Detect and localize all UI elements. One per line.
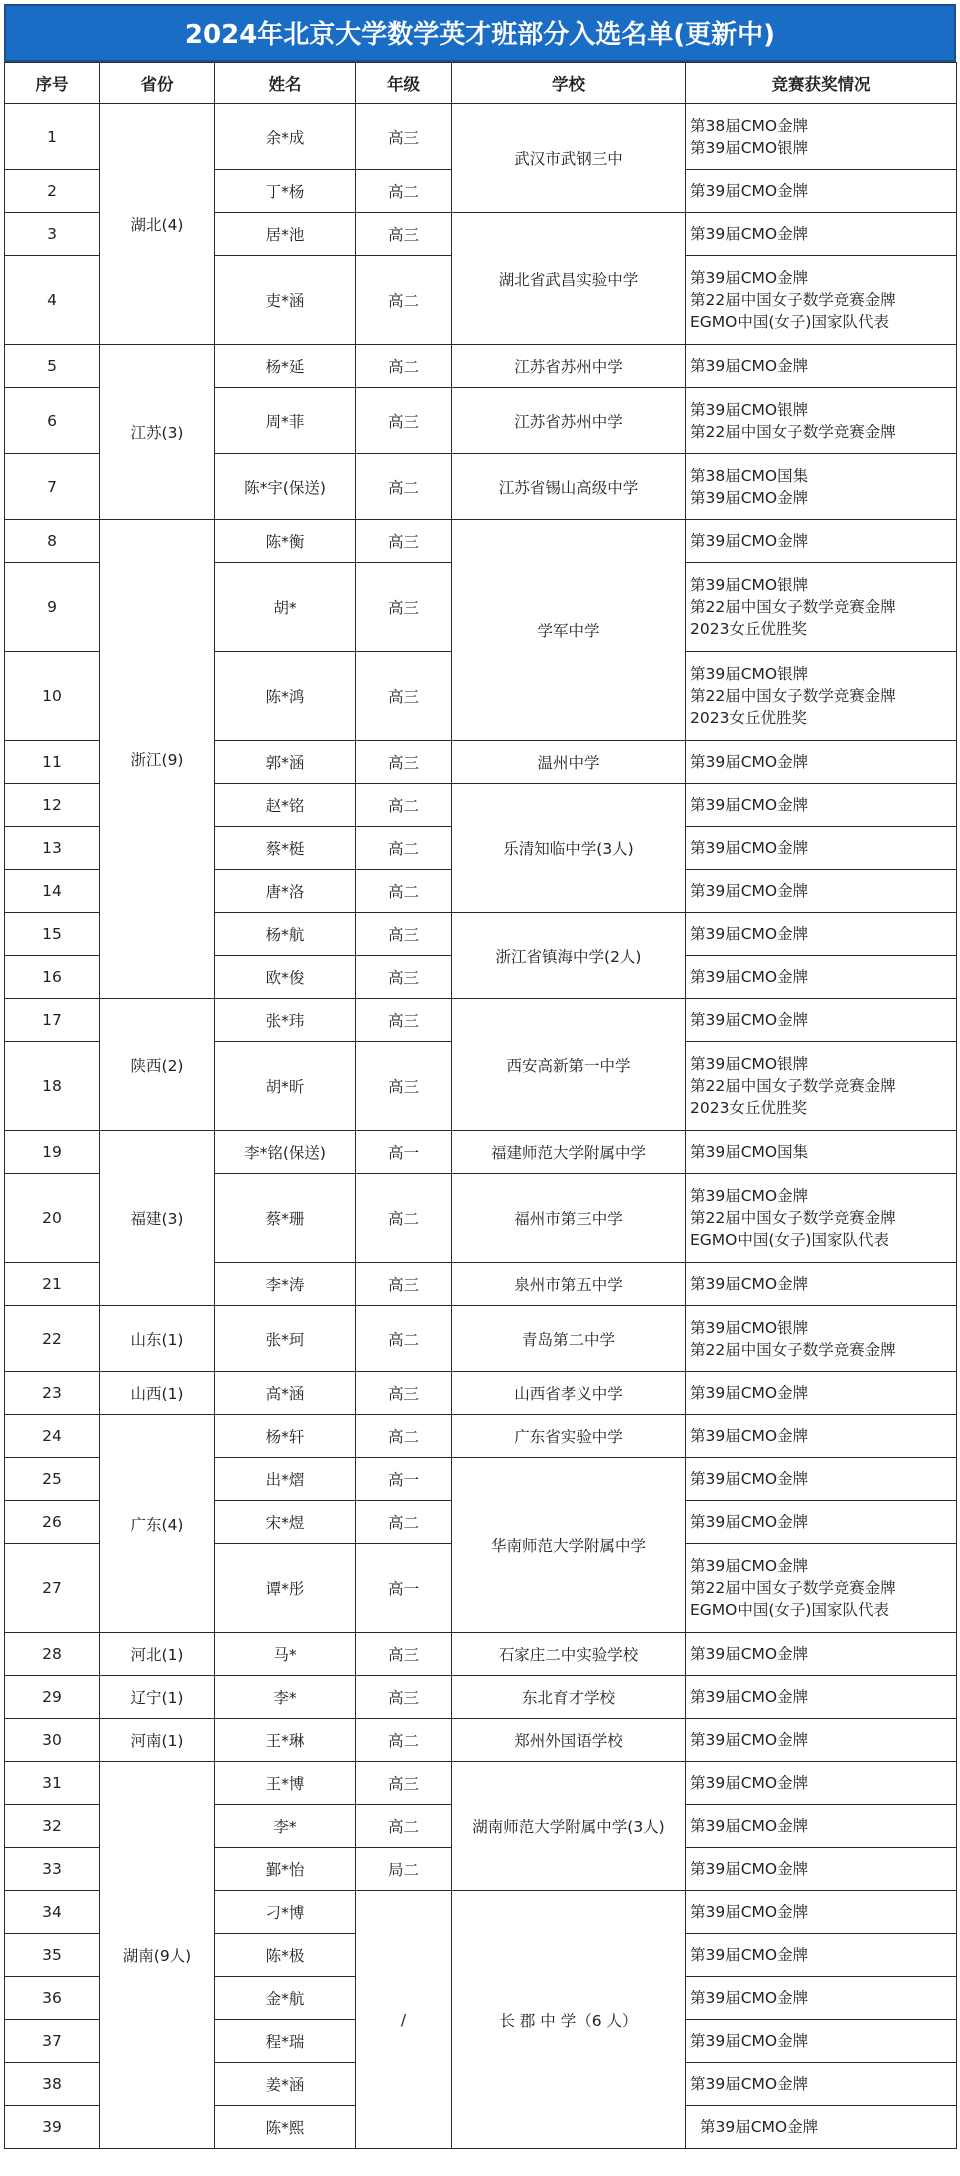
awards-cell: [686, 827, 957, 870]
province-cell: 辽宁(1): [100, 1676, 215, 1719]
list-document: [4, 4, 956, 2172]
grade-cell: 高三: [356, 1633, 452, 1676]
award-line: 第39届CMO金牌: [690, 1384, 809, 1402]
row-number: 3: [5, 213, 100, 256]
student-name: 陈*宇(保送): [215, 454, 356, 520]
student-name: 丁*杨: [215, 170, 356, 213]
awards-cell: [686, 1633, 957, 1676]
award-line: 第39届CMO金牌: [690, 269, 809, 287]
student-name: 金*航: [215, 1977, 356, 2020]
province-cell: 湖南(9人): [100, 1762, 215, 2149]
award-line: 第39届CMO银牌: [690, 138, 809, 157]
row-number: 32: [5, 1805, 100, 1848]
row-number: 31: [5, 1762, 100, 1805]
grade-cell: 高二: [356, 1501, 452, 1544]
row-number: 16: [5, 956, 100, 999]
province-cell: 广东(4): [100, 1415, 215, 1633]
award-line: 第39届CMO金牌: [690, 968, 809, 986]
school-cell: 江苏省苏州中学: [452, 345, 686, 388]
awards-cell: [686, 1306, 957, 1372]
award-line: 第39届CMO金牌: [690, 1557, 809, 1575]
row-number: 22: [5, 1306, 100, 1372]
awards-cell: [686, 2106, 957, 2149]
table-row: [5, 1306, 957, 1372]
award-line: 第39届CMO金牌: [690, 796, 809, 814]
awards-cell: [686, 563, 957, 652]
award-line: 第39届CMO金牌: [690, 2075, 809, 2093]
student-name: 鄞*怡: [215, 1848, 356, 1891]
student-name: 张*珂: [215, 1306, 356, 1372]
award-line: 第39届CMO金牌: [690, 182, 809, 200]
school-cell: 西安高新第一中学: [452, 999, 686, 1131]
table-row: [5, 1415, 957, 1458]
grade-cell: 高二: [356, 170, 452, 213]
awards-cell: [686, 345, 957, 388]
student-name: 出*熠: [215, 1458, 356, 1501]
school-cell: 湖北省武昌实验中学: [452, 213, 686, 345]
student-name: 李*: [215, 1805, 356, 1848]
row-number: 8: [5, 520, 100, 563]
awards-cell: [686, 870, 957, 913]
school-cell: 泉州市第五中学: [452, 1263, 686, 1306]
award-line: 第39届CMO银牌: [690, 576, 809, 594]
award-line: 第22届中国女子数学竞赛金牌: [690, 291, 896, 309]
grade-cell: 高三: [356, 956, 452, 999]
row-number: 13: [5, 827, 100, 870]
school-cell: 武汉市武钢三中: [452, 104, 686, 213]
award-line: 第39届CMO国集: [690, 1143, 809, 1161]
award-line: 第39届CMO金牌: [690, 1275, 809, 1293]
table-row: [5, 345, 957, 388]
awards-cell: [686, 1891, 957, 1934]
school-cell: 福州市第三中学: [452, 1174, 686, 1263]
student-name: 郭*涵: [215, 741, 356, 784]
school-cell: 浙江省镇海中学(2人): [452, 913, 686, 999]
grade-cell: 高三: [356, 213, 452, 256]
row-number: 17: [5, 999, 100, 1042]
award-line: 第39届CMO金牌: [690, 488, 809, 507]
awards-cell: [686, 104, 957, 170]
school-cell: 广东省实验中学: [452, 1415, 686, 1458]
province-cell: 江苏(3): [100, 345, 215, 520]
student-name: 欧*俊: [215, 956, 356, 999]
award-line: 第39届CMO金牌: [690, 753, 809, 771]
award-line: 第39届CMO金牌: [690, 1513, 809, 1531]
table-row: [5, 1633, 957, 1676]
student-name: 杨*轩: [215, 1415, 356, 1458]
province-cell: 河南(1): [100, 1719, 215, 1762]
grade-cell: 高二: [356, 1805, 452, 1848]
award-line: 2023女丘优胜奖: [690, 709, 807, 727]
row-number: 20: [5, 1174, 100, 1263]
grade-cell: 高二: [356, 345, 452, 388]
student-name: 陈*衡: [215, 520, 356, 563]
row-number: 18: [5, 1042, 100, 1131]
grade-cell: 高二: [356, 256, 452, 345]
row-number: 19: [5, 1131, 100, 1174]
student-name: 杨*延: [215, 345, 356, 388]
grade-cell: 高一: [356, 1544, 452, 1633]
award-line: 第39届CMO金牌: [690, 1860, 809, 1878]
awards-cell: [686, 520, 957, 563]
award-line: 第39届CMO金牌: [690, 839, 809, 857]
row-number: 15: [5, 913, 100, 956]
awards-cell: [686, 1131, 957, 1174]
header-school: 学校: [452, 63, 686, 104]
awards-cell: [686, 1805, 957, 1848]
student-name: 李*: [215, 1676, 356, 1719]
table-row: [5, 999, 957, 1042]
awards-cell: [686, 1263, 957, 1306]
awards-cell: [686, 1458, 957, 1501]
header-row: [5, 63, 957, 104]
school-cell: 温州中学: [452, 741, 686, 784]
student-name: 王*琳: [215, 1719, 356, 1762]
school-cell: 青岛第二中学: [452, 1306, 686, 1372]
grade-cell: 高三: [356, 1263, 452, 1306]
student-name: 谭*彤: [215, 1544, 356, 1633]
student-name: 王*博: [215, 1762, 356, 1805]
award-line: 第39届CMO银牌: [690, 400, 809, 419]
school-cell: 学军中学: [452, 520, 686, 741]
award-line: 第39届CMO金牌: [690, 2032, 809, 2050]
page-title: 2024年北京大学数学英才班部分入选名单(更新中): [4, 4, 956, 62]
award-line: 第39届CMO金牌: [690, 1817, 809, 1835]
award-line: 第39届CMO金牌: [690, 1774, 809, 1792]
award-line: 2023女丘优胜奖: [690, 620, 807, 638]
awards-cell: [686, 1934, 957, 1977]
header-grade: 年级: [356, 63, 452, 104]
table-row: [5, 104, 957, 170]
student-name: 高*涵: [215, 1372, 356, 1415]
awards-cell: [686, 1415, 957, 1458]
province-cell: 浙江(9): [100, 520, 215, 999]
row-number: 4: [5, 256, 100, 345]
awards-cell: [686, 1762, 957, 1805]
row-number: 27: [5, 1544, 100, 1633]
student-name: 周*菲: [215, 388, 356, 454]
award-line: 第39届CMO银牌: [690, 1055, 809, 1073]
award-line: 第39届CMO金牌: [690, 357, 809, 375]
school-cell: 郑州外国语学校: [452, 1719, 686, 1762]
row-number: 36: [5, 1977, 100, 2020]
student-name: 蔡*梃: [215, 827, 356, 870]
student-name: 张*玮: [215, 999, 356, 1042]
row-number: 14: [5, 870, 100, 913]
student-name: 李*铭(保送): [215, 1131, 356, 1174]
awards-cell: [686, 2063, 957, 2106]
award-line: 第39届CMO金牌: [690, 1427, 809, 1445]
school-cell: 湖南师范大学附属中学(3人): [452, 1762, 686, 1891]
award-line: 第39届CMO金牌: [690, 1989, 809, 2007]
row-number: 37: [5, 2020, 100, 2063]
award-line: EGMO中国(女子)国家队代表: [690, 1601, 889, 1619]
grade-cell: 高三: [356, 563, 452, 652]
student-name: 陈*熙: [215, 2106, 356, 2149]
student-name: 姜*涵: [215, 2063, 356, 2106]
school-cell: 长 郡 中 学（6 人）: [452, 1891, 686, 2149]
row-number: 29: [5, 1676, 100, 1719]
student-name: 胡*: [215, 563, 356, 652]
award-line: 第39届CMO金牌: [690, 1470, 809, 1488]
student-name: 李*涛: [215, 1263, 356, 1306]
grade-cell: 高三: [356, 1676, 452, 1719]
awards-cell: [686, 784, 957, 827]
award-line: 第22届中国女子数学竞赛金牌: [690, 1077, 896, 1095]
award-line: 第39届CMO金牌: [690, 882, 809, 900]
roster-table: [4, 62, 957, 2149]
awards-cell: [686, 741, 957, 784]
award-line: 第38届CMO国集: [690, 466, 809, 485]
grade-cell: 高二: [356, 1306, 452, 1372]
school-cell: 石家庄二中实验学校: [452, 1633, 686, 1676]
student-name: 杨*航: [215, 913, 356, 956]
province-cell: 福建(3): [100, 1131, 215, 1306]
school-cell: 乐清知临中学(3人): [452, 784, 686, 913]
awards-cell: [686, 1544, 957, 1633]
table-row: [5, 1762, 957, 1805]
grade-cell: 高二: [356, 784, 452, 827]
grade-cell: 高三: [356, 1042, 452, 1131]
awards-cell: [686, 1042, 957, 1131]
row-number: 30: [5, 1719, 100, 1762]
province-cell: 陕西(2): [100, 999, 215, 1131]
school-cell: 福建师范大学附属中学: [452, 1131, 686, 1174]
student-name: 胡*昕: [215, 1042, 356, 1131]
grade-cell: 高二: [356, 1174, 452, 1263]
awards-cell: [686, 999, 957, 1042]
school-cell: 江苏省苏州中学: [452, 388, 686, 454]
grade-cell: 局二: [356, 1848, 452, 1891]
row-number: 9: [5, 563, 100, 652]
table-row: [5, 1131, 957, 1174]
student-name: 刁*博: [215, 1891, 356, 1934]
row-number: 35: [5, 1934, 100, 1977]
row-number: 1: [5, 104, 100, 170]
awards-cell: [686, 454, 957, 520]
award-line: 第39届CMO金牌: [690, 1011, 809, 1029]
row-number: 28: [5, 1633, 100, 1676]
grade-cell: 高二: [356, 1415, 452, 1458]
student-name: 陈*极: [215, 1934, 356, 1977]
grade-cell: 高一: [356, 1458, 452, 1501]
grade-cell: 高三: [356, 652, 452, 741]
student-name: 居*池: [215, 213, 356, 256]
student-name: 马*: [215, 1633, 356, 1676]
awards-cell: [686, 388, 957, 454]
student-name: 余*成: [215, 104, 356, 170]
award-line: 第22届中国女子数学竞赛金牌: [690, 1209, 896, 1227]
awards-cell: [686, 652, 957, 741]
grade-cell: 高三: [356, 520, 452, 563]
grade-cell: 高三: [356, 388, 452, 454]
award-line: 第22届中国女子数学竞赛金牌: [690, 598, 896, 616]
row-number: 39: [5, 2106, 100, 2149]
student-name: 吏*涵: [215, 256, 356, 345]
awards-cell: [686, 1174, 957, 1263]
award-line: 第39届CMO金牌: [700, 2118, 819, 2136]
awards-cell: [686, 1977, 957, 2020]
student-name: 蔡*珊: [215, 1174, 356, 1263]
awards-cell: [686, 170, 957, 213]
award-line: EGMO中国(女子)国家队代表: [690, 313, 889, 331]
awards-cell: [686, 1848, 957, 1891]
row-number: 11: [5, 741, 100, 784]
header-awards: 竞赛获奖情况: [686, 63, 957, 104]
award-line: 第39届CMO金牌: [690, 925, 809, 943]
awards-cell: [686, 1719, 957, 1762]
header-province: 省份: [100, 63, 215, 104]
award-line: 2023女丘优胜奖: [690, 1099, 807, 1117]
award-line: 第39届CMO金牌: [690, 225, 809, 243]
school-cell: 山西省孝义中学: [452, 1372, 686, 1415]
row-number: 2: [5, 170, 100, 213]
header-no: 序号: [5, 63, 100, 104]
award-line: 第22届中国女子数学竞赛金牌: [690, 422, 896, 441]
table-row: [5, 1719, 957, 1762]
row-number: 21: [5, 1263, 100, 1306]
grade-cell: 高三: [356, 999, 452, 1042]
grade-cell: 高三: [356, 913, 452, 956]
school-cell: 江苏省锡山高级中学: [452, 454, 686, 520]
grade-cell-merged: /: [356, 1891, 452, 2149]
awards-cell: [686, 2020, 957, 2063]
award-line: 第39届CMO金牌: [690, 1688, 809, 1706]
province-cell: 山东(1): [100, 1306, 215, 1372]
grade-cell: 高二: [356, 827, 452, 870]
awards-cell: [686, 213, 957, 256]
grade-cell: 高二: [356, 454, 452, 520]
award-line: 第22届中国女子数学竞赛金牌: [690, 687, 896, 705]
table-row: [5, 1676, 957, 1719]
row-number: 33: [5, 1848, 100, 1891]
student-name: 赵*铭: [215, 784, 356, 827]
grade-cell: 高三: [356, 1372, 452, 1415]
award-line: 第39届CMO金牌: [690, 1903, 809, 1921]
grade-cell: 高二: [356, 1719, 452, 1762]
award-line: 第39届CMO银牌: [690, 665, 809, 683]
award-line: 第39届CMO金牌: [690, 1946, 809, 1964]
student-name: 陈*鸿: [215, 652, 356, 741]
school-cell: 东北育才学校: [452, 1676, 686, 1719]
award-line: 第39届CMO金牌: [690, 532, 809, 550]
awards-cell: [686, 1501, 957, 1544]
award-line: 第39届CMO银牌: [690, 1318, 809, 1337]
row-number: 10: [5, 652, 100, 741]
row-number: 7: [5, 454, 100, 520]
table-row: [5, 520, 957, 563]
header-name: 姓名: [215, 63, 356, 104]
row-number: 34: [5, 1891, 100, 1934]
grade-cell: 高二: [356, 870, 452, 913]
awards-cell: [686, 956, 957, 999]
award-line: 第38届CMO金牌: [690, 116, 809, 135]
student-name: 程*瑞: [215, 2020, 356, 2063]
awards-cell: [686, 256, 957, 345]
row-number: 26: [5, 1501, 100, 1544]
award-line: 第39届CMO金牌: [690, 1731, 809, 1749]
award-line: EGMO中国(女子)国家队代表: [690, 1231, 889, 1249]
awards-cell: [686, 1676, 957, 1719]
province-cell: 河北(1): [100, 1633, 215, 1676]
row-number: 12: [5, 784, 100, 827]
award-line: 第39届CMO金牌: [690, 1645, 809, 1663]
grade-cell: 高一: [356, 1131, 452, 1174]
row-number: 38: [5, 2063, 100, 2106]
row-number: 23: [5, 1372, 100, 1415]
row-number: 5: [5, 345, 100, 388]
school-cell: 华南师范大学附属中学: [452, 1458, 686, 1633]
grade-cell: 高三: [356, 1762, 452, 1805]
award-line: 第22届中国女子数学竞赛金牌: [690, 1340, 896, 1359]
awards-cell: [686, 1372, 957, 1415]
table-row: [5, 1372, 957, 1415]
award-line: 第39届CMO金牌: [690, 1187, 809, 1205]
awards-cell: [686, 913, 957, 956]
grade-cell: 高三: [356, 741, 452, 784]
student-name: 唐*洛: [215, 870, 356, 913]
province-cell: 山西(1): [100, 1372, 215, 1415]
row-number: 25: [5, 1458, 100, 1501]
award-line: 第22届中国女子数学竞赛金牌: [690, 1579, 896, 1597]
row-number: 24: [5, 1415, 100, 1458]
row-number: 6: [5, 388, 100, 454]
student-name: 宋*煜: [215, 1501, 356, 1544]
grade-cell: 高三: [356, 104, 452, 170]
province-cell: 湖北(4): [100, 104, 215, 345]
